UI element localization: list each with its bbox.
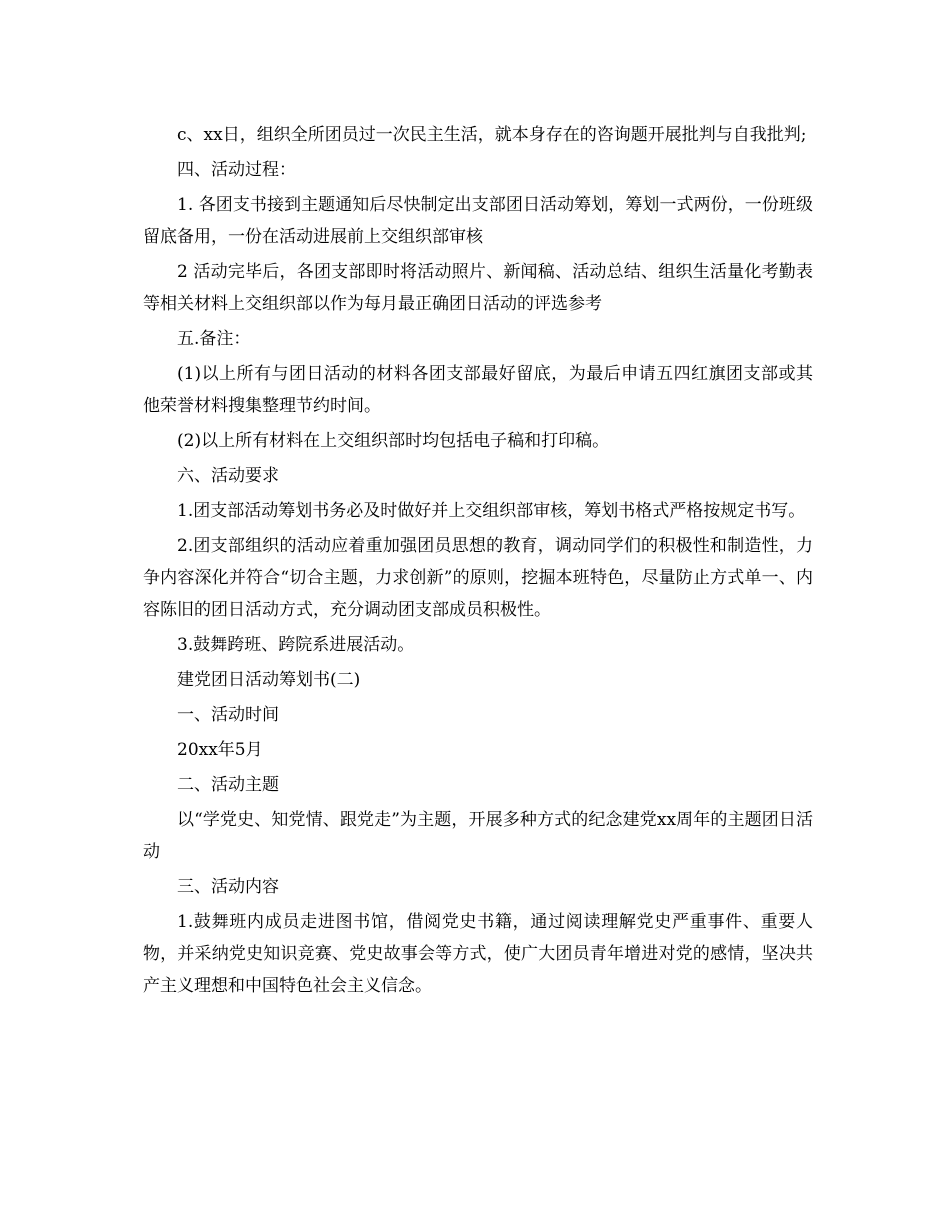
section-heading: 四、活动过程： bbox=[177, 160, 296, 180]
paragraph: c、xx日，组织全所团员过一次民主生活，就本身存在的咨询题开展批判与自我批判; bbox=[177, 125, 807, 145]
paragraph: 1. 各团支书接到主题通知后尽快制定出支部团日活动筹划，筹划一式两份，一份班级留底备用，一份在活动进展前上交组织部审核 bbox=[143, 195, 813, 247]
section-heading: 一、活动时间 bbox=[177, 705, 279, 725]
document-body bbox=[143, 119, 813, 1005]
paragraph: 2.团支部组织的活动应着重加强团员思想的教育，调动同学们的积极性和制造性，力争内容深化并符合“切合主题，力求创新”的原则，挖掘本班特色，尽量防止方式单一、内容陈旧的团日活动方式，充分调动团支部成员积极性。 bbox=[143, 536, 813, 620]
section-heading: 六、活动要求 bbox=[177, 466, 279, 486]
paragraph: 2 活动完毕后，各团支部即时将活动照片、新闻稿、活动总结、组织生活量化考勤表等相关材料上交组织部以作为每月最正确团日活动的评选参考 bbox=[143, 262, 813, 314]
paragraph: (1)以上所有与团日活动的材料各团支部最好留底，为最后申请五四红旗团支部或其他荣誉材料搜集整理节约时间。 bbox=[143, 364, 813, 416]
paragraph: 1.鼓舞班内成员走进图书馆，借阅党史书籍，通过阅读理解党史严重事件、重要人物，并采纳党史知识竞赛、党史故事会等方式，使广大团员青年增进对党的感情，坚决共产主义理想和中国特色社会主义信念。 bbox=[143, 912, 813, 996]
paragraph: 1.团支部活动筹划书务必及时做好并上交组织部审核，筹划书格式严格按规定书写。 bbox=[177, 501, 806, 521]
paragraph: (2)以上所有材料在上交组织部时均包括电子稿和打印稿。 bbox=[177, 431, 610, 451]
document-subtitle: 建党团日活动筹划书(二) bbox=[177, 670, 361, 690]
section-heading: 二、活动主题 bbox=[177, 775, 279, 795]
section-heading: 五.备注： bbox=[177, 329, 251, 349]
paragraph: 20xx年5月 bbox=[177, 740, 263, 760]
paragraph: 以“学党史、知党情、跟党走”为主题，开展多种方式的纪念建党xx周年的主题团日活动 bbox=[143, 810, 813, 862]
paragraph: 3.鼓舞跨班、跨院系进展活动。 bbox=[177, 635, 415, 655]
section-heading: 三、活动内容 bbox=[177, 877, 279, 897]
